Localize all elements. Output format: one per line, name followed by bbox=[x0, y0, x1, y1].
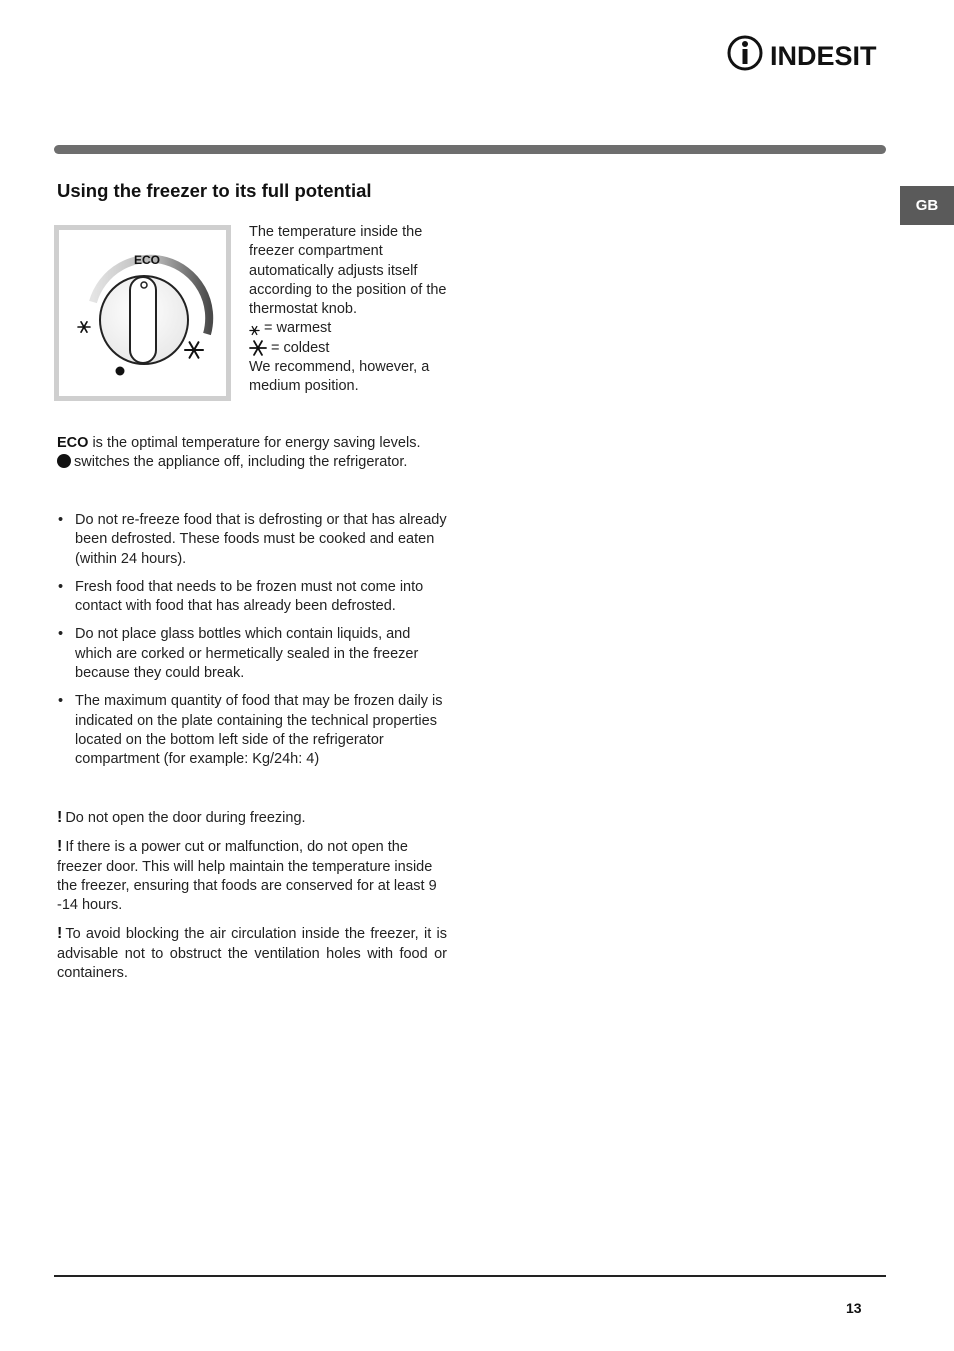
warning-text: If there is a power cut or malfunction, do not open the freezer door. This will help maintain the temperature inside the freezer, ensuring that foods are conserved for at least 9 -14 hours. bbox=[57, 839, 437, 914]
section-title: Using the freezer to its full potential bbox=[57, 180, 372, 201]
page-number: 13 bbox=[846, 1300, 862, 1316]
warning-mark-icon: ! bbox=[57, 809, 63, 826]
warning-mark-icon: ! bbox=[57, 925, 63, 943]
snowflake-small-icon bbox=[78, 322, 90, 332]
intro-paragraph: The temperature inside the freezer compartment automatically adjusts itself according to the position of the thermostat knob. bbox=[249, 224, 447, 318]
language-tab: GB bbox=[900, 186, 954, 225]
list-item: • The maximum quantity of food that may be frozen daily is indicated on the plate containing the technical properties located on the bottom left side of the refrigerator compartment (for example: Kg/24h: 4) bbox=[57, 692, 447, 769]
off-dot-icon bbox=[116, 367, 125, 376]
eco-text: is the optimal temperature for energy saving levels. bbox=[88, 435, 421, 451]
bottom-rule bbox=[54, 1275, 886, 1277]
legend-coldest bbox=[249, 339, 449, 358]
list-item: • Fresh food that needs to be frozen must not come into contact with food that has already been defrosted. bbox=[57, 578, 447, 617]
snowflake-large-icon bbox=[249, 339, 267, 357]
list-item: • Do not place glass bottles which contain liquids, and which are corked or hermetically sealed in the freezer because they could break. bbox=[57, 625, 447, 683]
coldest-label: = coldest bbox=[271, 339, 330, 356]
eco-note bbox=[57, 434, 457, 473]
warning-mark-icon: ! bbox=[57, 838, 63, 856]
eco-label: ECO bbox=[57, 435, 89, 451]
snowflake-large-icon bbox=[185, 342, 203, 358]
freezing-tips-list bbox=[57, 511, 447, 779]
warning-item bbox=[57, 837, 447, 915]
off-text: switches the appliance off, including the refrigerator. bbox=[74, 454, 408, 471]
brand-logo bbox=[726, 34, 888, 74]
thermostat-knob-illustration bbox=[54, 225, 231, 401]
warnings-section bbox=[57, 808, 447, 992]
list-item: • Do not re-freeze food that is defrosting or that has already been defrosted. These foods must be cooked and eaten (within 24 hours). bbox=[57, 511, 447, 569]
warning-item bbox=[57, 808, 447, 828]
eco-knob-label: ECO bbox=[134, 253, 161, 267]
warmest-label: = warmest bbox=[264, 320, 332, 337]
knob-indicator-icon bbox=[141, 282, 147, 288]
legend-warmest bbox=[249, 319, 449, 338]
snowflake-small-icon bbox=[249, 325, 260, 336]
off-dot-icon bbox=[57, 454, 71, 468]
knob-grip bbox=[130, 277, 156, 363]
indesit-logo-icon bbox=[726, 34, 888, 74]
brand-name: INDESIT bbox=[770, 41, 877, 71]
intro-text bbox=[249, 223, 449, 397]
warning-item bbox=[57, 924, 447, 983]
top-rule bbox=[54, 145, 886, 154]
warning-text: To avoid blocking the air circulation inside the freezer, it is advisable not to obstruct the ventilation holes with food or containers. bbox=[57, 926, 447, 982]
warning-text: Do not open the door during freezing. bbox=[65, 810, 306, 826]
off-line bbox=[57, 453, 457, 472]
eco-line bbox=[57, 434, 457, 453]
recommendation: We recommend, however, a medium position. bbox=[249, 359, 430, 395]
